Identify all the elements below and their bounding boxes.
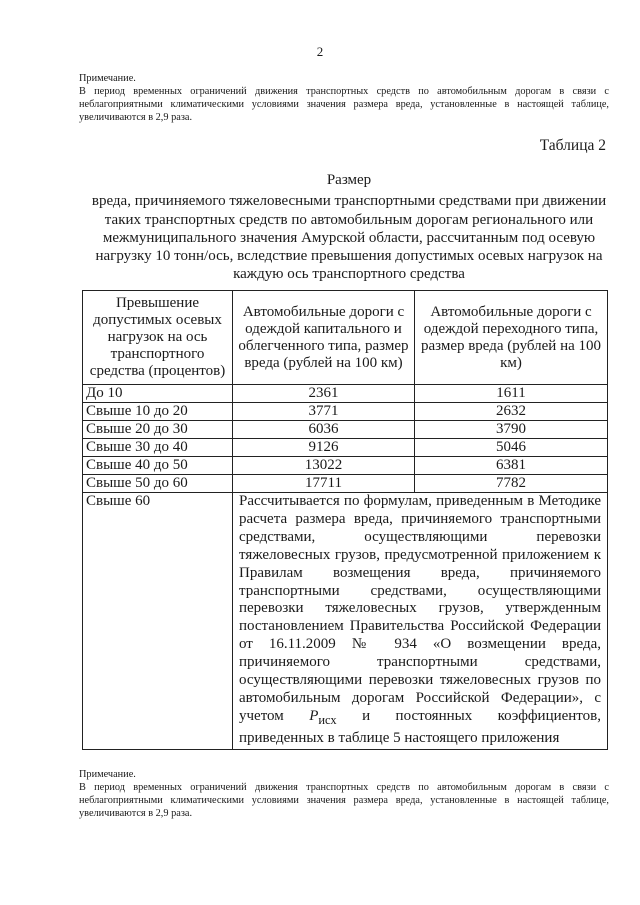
row-category: Свыше 30 до 40 (83, 439, 233, 457)
formula-text-before: Рассчитывается по формулам, приведенным в Методике расчета размера вреда, причиняемого транспортными средствами, осуществляющими перевозки тяжеловесных грузов, предусмотренной приложением к Правилам возмещения вреда, причиняемого транспортными средствами, осуществляющими перевозки тяжеловесных грузов, утвержденным постановлением Правительства Российской Федерации от 16.11.2009 № 934 «О возмещении вреда, причиняемого транспортными средствами, осуществляющими перевозки тяжеловесных грузов по автомобильным дорогам Российской Федерации», с учетом (239, 493, 601, 724)
header-capital-roads: Автомобильные дороги с одеждой капитального и облегченного типа, размер вреда (рублей на 100 км) (233, 291, 415, 385)
note-top (79, 72, 609, 124)
row-transitional-value: 3790 (415, 421, 608, 439)
header-overload: Превышение допустимых осевых нагрузок на ось транспортного средства (процентов) (83, 291, 233, 385)
row-transitional-value: 5046 (415, 439, 608, 457)
formula-symbol-subscript: исх (318, 712, 337, 727)
note-top-title: Примечание. (79, 73, 136, 84)
damage-rate-table (82, 290, 608, 750)
formula-symbol: Р (309, 707, 319, 724)
row-category: Свыше 60 (83, 493, 233, 750)
table-row (83, 385, 608, 403)
row-capital-value: 6036 (233, 421, 415, 439)
note-bottom-text: В период временных ограничений движения транспортных средств по автомобильным дорогам в связи с неблагоприятными климатическими условиями значения размера вреда, установленные в настоящей таблице, увеличиваются в 2,9 раза. (79, 782, 609, 819)
heading-body: вреда, причиняемого тяжеловесными транспортными средствами при движении таких транспортных средств по автомобильным дорогам регионального или межмуниципального значения Амурской области, рассчитанным под осевую нагрузку 10 тонн/ось, вследствие превышения допустимых осевых нагрузок на каждую ось транспортного средства (91, 193, 607, 283)
table-row (83, 403, 608, 421)
row-transitional-value: 6381 (415, 457, 608, 475)
table-row (83, 457, 608, 475)
row-transitional-value: 2632 (415, 403, 608, 421)
row-transitional-value: 1611 (415, 385, 608, 403)
table-heading (84, 171, 614, 284)
row-capital-value: 13022 (233, 457, 415, 475)
note-top-text: В период временных ограничений движения транспортных средств по автомобильным дорогам в связи с неблагоприятными климатическими условиями значения размера вреда, установленные в настоящей таблице, увеличиваются в 2,9 раза. (79, 86, 609, 123)
row-capital-value: 17711 (233, 475, 415, 493)
table-row (83, 475, 608, 493)
row-capital-value: 3771 (233, 403, 415, 421)
page-number: 2 (316, 44, 324, 59)
table-label: Таблица 2 (539, 137, 606, 154)
row-category: Свыше 40 до 50 (83, 457, 233, 475)
row-transitional-value: 7782 (415, 475, 608, 493)
header-transitional-roads: Автомобильные дороги с одеждой переходного типа, размер вреда (рублей на 100 км) (415, 291, 608, 385)
row-category: Свыше 50 до 60 (83, 475, 233, 493)
row-category: Свыше 20 до 30 (83, 421, 233, 439)
table-row (83, 439, 608, 457)
row-capital-value: 2361 (233, 385, 415, 403)
table-row-over-60 (83, 493, 608, 750)
table-row (83, 421, 608, 439)
row-capital-value: 9126 (233, 439, 415, 457)
formula-text-after: и постоянных коэффициентов, приведенных в таблице 5 настоящего приложения (239, 707, 601, 746)
table-header-row (83, 291, 608, 385)
row-category: Свыше 10 до 20 (83, 403, 233, 421)
row-category: До 10 (83, 385, 233, 403)
note-bottom (79, 768, 609, 820)
formula-description (233, 493, 608, 750)
heading-title: Размер (326, 172, 372, 188)
note-bottom-title: Примечание. (79, 769, 136, 780)
